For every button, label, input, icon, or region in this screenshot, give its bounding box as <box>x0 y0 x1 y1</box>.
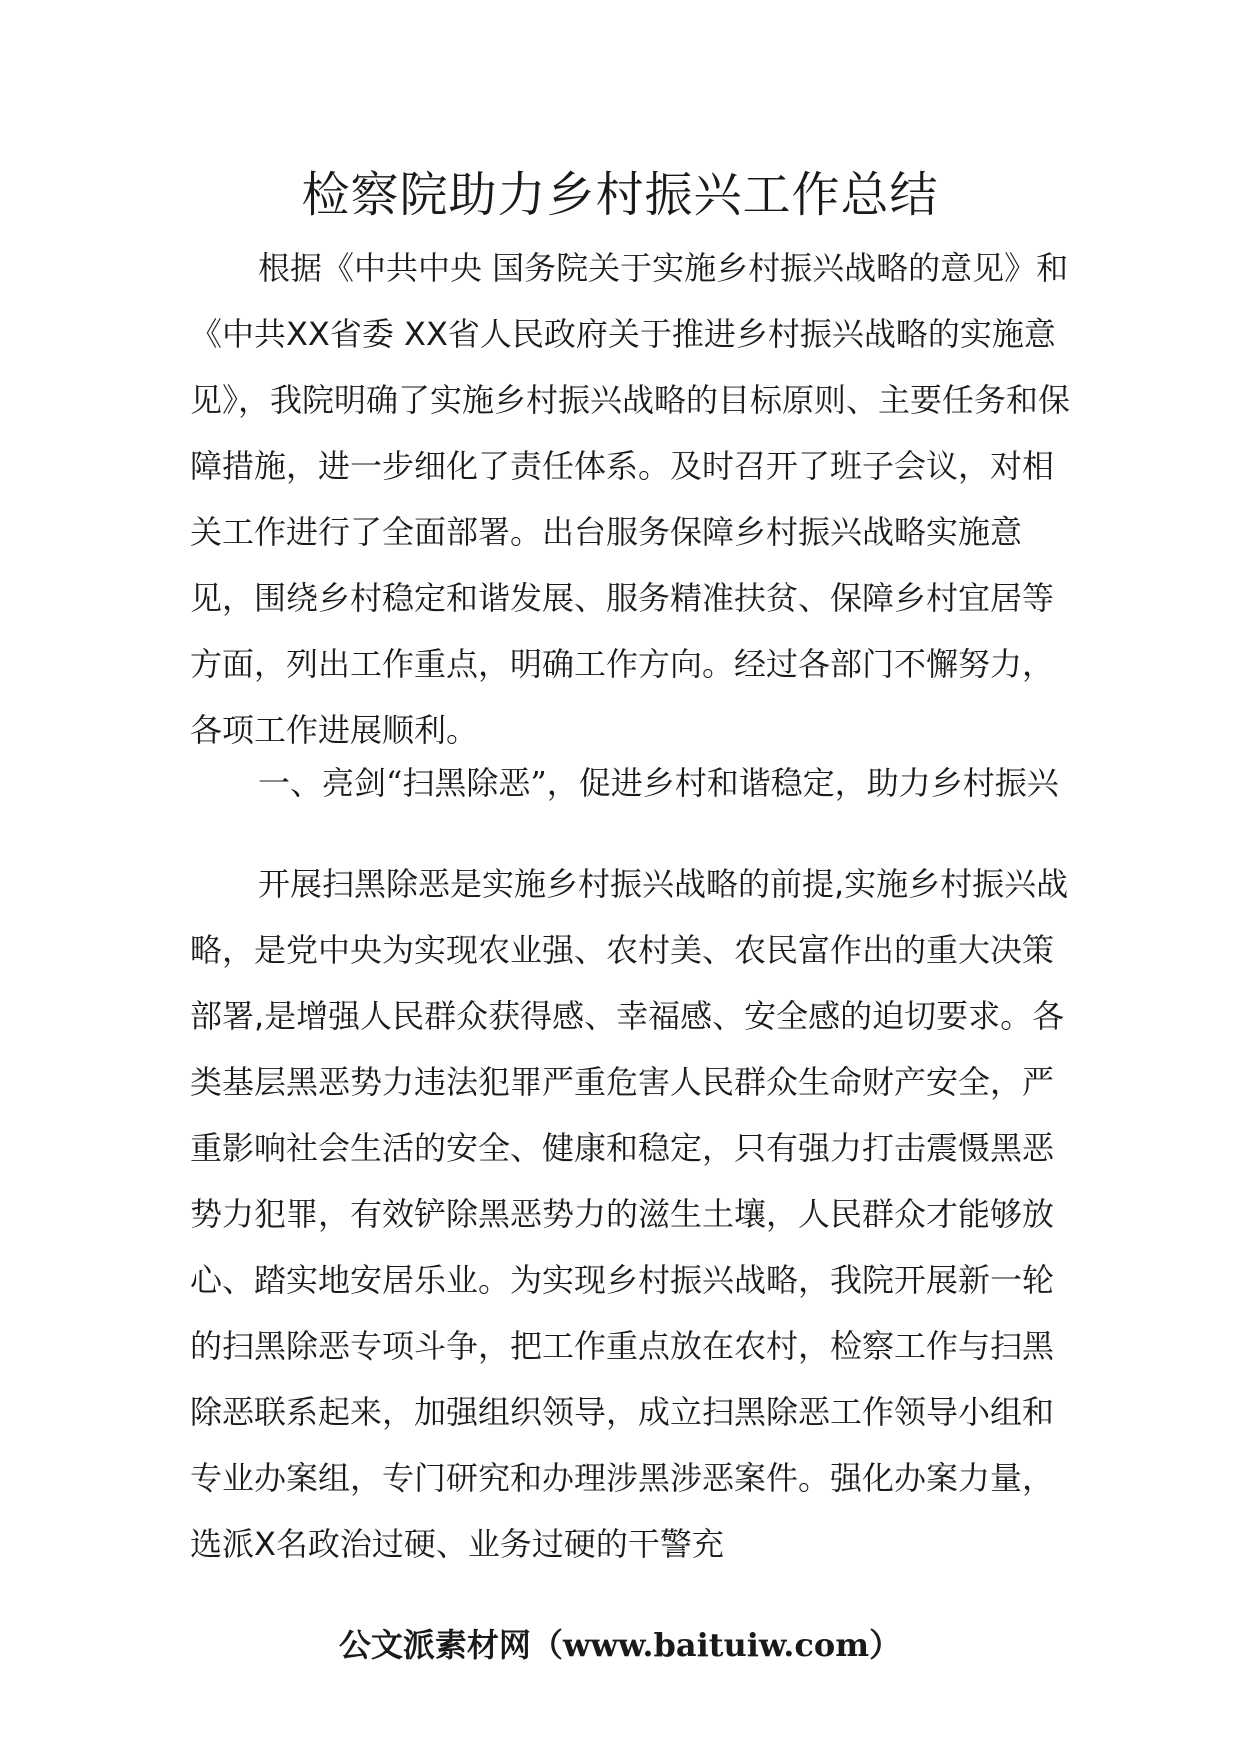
intro-paragraph: 根据《中共中央 国务院关于实施乡村振兴战略的意见》和《中共XX省委 XX省人民政府关于推进乡村振兴战略的实施意见》，我院明确了实施乡村振兴战略的目标原则、主要任务和保障措施，进一步细化了责任体系。及时召开了班子会议，对相关工作进行了全面部署。出台服务保障乡村振兴战略实施意见，围绕乡村稳定和谐发展、服务精准扶贫、保障乡村宜居等方面，列出工作重点，明确工作方向。经过各部门不懈努力，各项工作进展顺利。 <box>190 249 1071 749</box>
footer-watermark: 公文派素材网（www.baituiw.com） <box>338 1626 902 1664</box>
section-heading-1: 一、亮剑“扫黑除恶”，促进乡村和谐稳定，助力乡村振兴 <box>258 764 1059 802</box>
section-1-paragraph: 开展扫黑除恶是实施乡村振兴战略的前提,实施乡村振兴战略，是党中央为实现农业强、农村美、农民富作出的重大决策部署,是增强人民群众获得感、幸福感、安全感的迫切要求。各类基层黑恶势力违法犯罪严重危害人民群众生命财产安全，严重影响社会生活的安全、健康和稳定，只有强力打击震慑黑恶势力犯罪，有效铲除黑恶势力的滋生土壤，人民群众才能够放心、踏实地安居乐业。为实现乡村振兴战略，我院开展新一轮的扫黑除恶专项斗争，把工作重点放在农村，检察工作与扫黑除恶联系起来，加强组织领导，成立扫黑除恶工作领导小组和专业办案组，专门研究和办理涉黑涉恶案件。强化办案力量，选派X名政治过硬、业务过硬的干警充 <box>190 865 1069 1563</box>
document-title: 检察院助力乡村振兴工作总结 <box>301 167 939 223</box>
